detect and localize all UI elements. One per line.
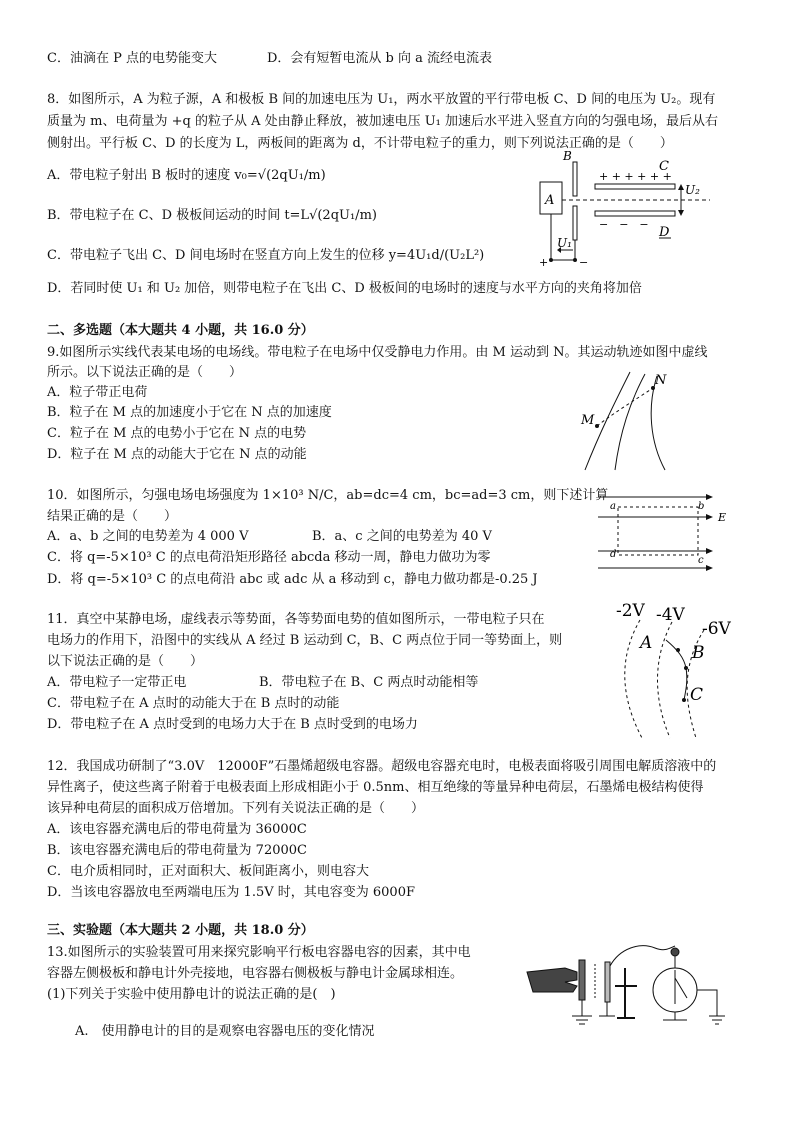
figure-label-d: D [659,225,670,240]
question-11-stem-line: 以下说法正确的是（ ） [47,654,204,669]
question-11-stem-line: 电场力的作用下，沿图中的实线从 A 经过 B 运动到 C，B、C 两点位于同一等势面上，则 [47,633,563,648]
figure-label-d: d [610,549,617,560]
figure-label-v3: -6V [702,619,731,639]
question-11-option-b: B．带电粒子在 B、C 两点时动能相等 [259,675,479,690]
question-13-option-a: A. 使用静电计的目的是观察电容器电压的变化情况 [75,1024,375,1039]
question-11-option-a: A．带电粒子一定带正电 [47,675,187,690]
question-9-option-a: A．粒子带正电荷 [47,385,148,400]
question-9-figure [575,372,695,472]
figure-label-a: A [640,633,653,653]
question-11-option-c: C．带电粒子在 A 点时的动能大于在 B 点时的动能 [47,696,340,711]
figure-label-u2: U₂ [685,183,700,197]
figure-label-b: b [698,501,705,512]
figure-label-c: C [659,159,669,174]
question-8-stem-line: 侧射出。平行板 C、D 的长度为 L，两板间的距离为 d，不计带电粒子的重力，则下列说法正确的是（ ） [47,136,673,151]
question-9-option-d: D．粒子在 M 点的动能大于它在 N 点的动能 [47,447,307,462]
svg-text:−: − [579,256,589,269]
question-10-figure [598,493,738,573]
figure-label-n: N [655,373,667,388]
question-10-option-c: C．将 q=-5×10³ C 的点电荷沿矩形路径 abcda 移动一周，静电力做功为零 [47,550,491,565]
svg-text:+: + [539,256,549,269]
question-8-stem-line: 8．如图所示，A 为粒子源，A 和极板 B 间的加速电压为 U₁，两水平放置的平行带电板 C、D 间的电压为 U₂。现有 [47,92,716,107]
question-12-stem-line: 12．我国成功研制了“3.0V 12000F”石墨烯超级电容器。超级电容器充电时，电极表面将吸引周围电解质溶液中的 [47,759,717,774]
figure-label-e: E [718,511,727,524]
question-8-stem-line: 质量为 m、电荷量为 +q 的粒子从 A 处由静止释放，被加速电压 U₁ 加速后水平进入竖直方向的匀强电场，最后从右 [47,114,719,129]
question-13-stem-line: 容器左侧极板和静电计外壳接地，电容器右侧极板与静电计金属球相连。 [47,966,464,981]
section-title: 三、实验题（本大题共 2 小题，共 18.0 分） [47,923,314,938]
question-12-option-b: B．该电容器充满电后的带电荷量为 72000C [47,843,307,858]
question-9-option-b: B．粒子在 M 点的加速度小于它在 N 点的加速度 [47,405,332,420]
section-title: 二、多选题（本大题共 4 小题，共 16.0 分） [47,323,314,338]
question-13-stem-line: 13.如图所示的实验装置可用来探究影响平行板电容器电容的因素，其中电 [47,945,471,960]
figure-label-v1: -2V [616,601,645,621]
svg-text:+ + + + + +: + + + + + + [599,170,672,183]
question-12-stem-line: 异性离子，使这些离子附着于电极表面上形成相距小于 0.5nm、相互绝缘的等量异种电荷层，石墨烯电极结构使得 [47,780,704,795]
question-12-option-c: C．电介质相同时，正对面积大、板间距离小，则电容大 [47,864,369,879]
question-12-option-d: D．当该电容器放电至两端电压为 1.5V 时，其电容变为 6000F [47,885,415,900]
figure-label-u1: U₁ [557,236,572,250]
figure-label-a: a [610,501,616,512]
question-11-option-d: D．带电粒子在 A 点时受到的电场力大于在 B 点时受到的电场力 [47,717,418,732]
question-8-figure [535,150,715,270]
figure-label-c: C [690,685,704,705]
question-9-option-c: C．粒子在 M 点的电势小于它在 N 点的电势 [47,426,307,441]
question-9-stem-line: 所示。以下说法正确的是（ ） [47,365,243,380]
question-10-option-b: B．a、c 之间的电势差为 40 V [312,529,492,544]
question-8-option-b: B．带电粒子在 C、D 极板间运动的时间 t=L√(2qU₁/m) [47,208,377,223]
figure-label-m: M [581,413,595,428]
question-10-option-a: A．a、b 之间的电势差为 4 000 V [47,529,249,544]
question-12-stem-line: 该异种电荷层的面积成万倍增加。下列有关说法正确的是（ ） [47,801,425,816]
question-8-option-c: C．带电粒子飞出 C、D 间电场时在竖直方向上发生的位移 y=4U₁d/(U₂L²) [47,248,485,263]
question-10-option-d: D．将 q=-5×10³ C 的点电荷沿 abc 或 adc 从 a 移动到 c，静电力做功都是-0.25 J [47,572,538,587]
question-11-stem-line: 11．真空中某静电场，虚线表示等势面，各等势面电势的值如图所示，一带电粒子只在 [47,612,545,627]
figure-label-a: A [545,193,555,208]
question-10-stem-line: 结果正确的是（ ） [47,509,178,524]
question-9-stem-line: 9.如图所示实线代表某电场的电场线。带电粒子在电场中仅受静电力作用。由 M 运动到 N。其运动轨迹如图中虚线 [47,345,708,360]
question-12-option-a: A．该电容器充满电后的带电荷量为 36000C [47,822,307,837]
question-13-stem-line: (1)下列关于实验中使用静电计的说法正确的是( ) [47,987,336,1002]
question-8-option-a: A．带电粒子射出 B 板时的速度 v₀=√(2qU₁/m) [47,168,326,183]
figure-label-v2: -4V [656,605,685,625]
figure-label-c: c [698,555,704,566]
question-8-option-d: D．若同时使 U₁ 和 U₂ 加倍，则带电粒子在飞出 C、D 极板间的电场时的速度与水平方向的夹角将加倍 [47,281,642,296]
svg-text:− − −: − − − [599,218,649,231]
question-13-figure [525,938,735,1030]
figure-label-b: B [563,149,572,163]
question-11-figure [612,600,742,740]
option-d: D．会有短暂电流从 b 向 a 流经电流表 [267,51,493,66]
option-c: C．油滴在 P 点的电势能变大 [47,51,217,66]
figure-label-b: B [692,643,705,663]
question-10-stem-line: 10．如图所示，匀强电场电场强度为 1×10³ N/C，ab=dc=4 cm，bc=ad=3 cm，则下述计算 [47,488,609,503]
